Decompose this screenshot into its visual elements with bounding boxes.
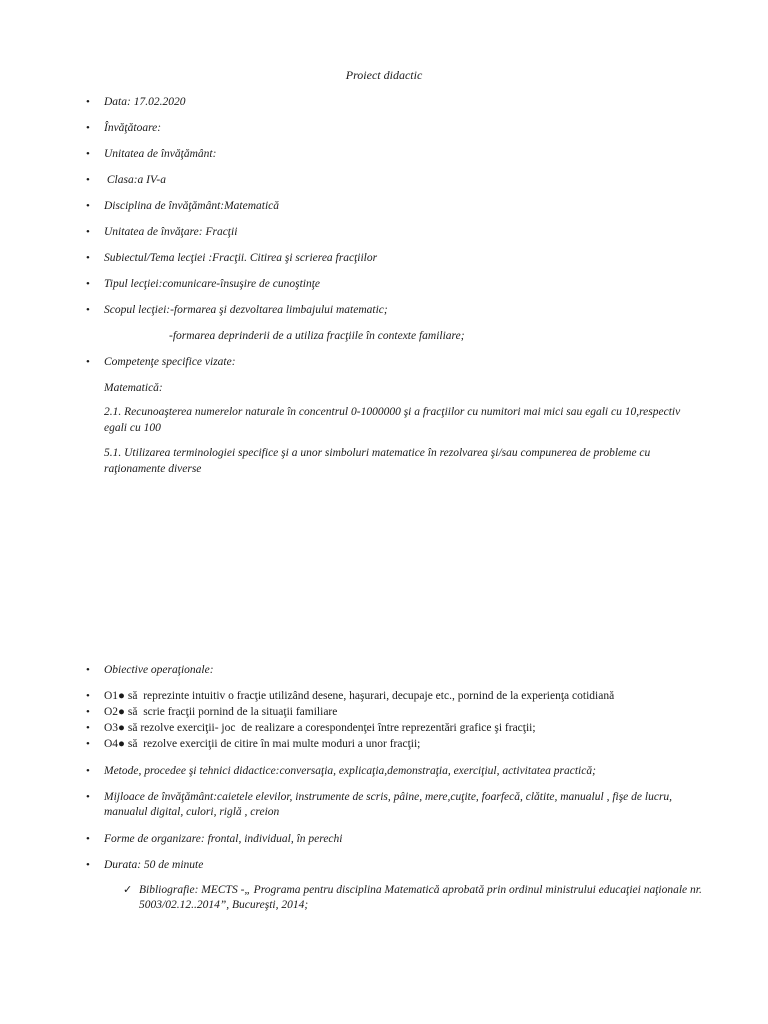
document-title: Proiect didactic — [345, 68, 423, 82]
list-item-materials: Mijloace de învăţământ:caietele elevilor, instrumente de scris, pâine, mere,cuţite, foarfecă, clătite, manualul , fişe de lucru, manualul digital, culori, riglă , creion — [104, 791, 673, 818]
list-item-discipline: Disciplina de învăţământ:Matematică — [104, 200, 280, 212]
bullet-icon: • — [86, 706, 90, 718]
list-item-methods: Metode, procedee şi tehnici didactice:conversaţia, explicaţia,demonstraţia, exerciţiul, activitatea practică; — [104, 765, 596, 777]
bullet-icon: • — [86, 174, 90, 186]
list-item-teacher: Învăţătoare: — [104, 122, 162, 134]
objective-item: O3● să rezolve exerciţii- joc de realizare a corespondenţei între reprezentări grafice şi fracţii; — [104, 722, 536, 734]
competence-item: 2.1. Recunoaşterea numerelor naturale în concentrul 0-1000000 şi a fracţiilor cu numitori mai mici sau egali cu 10,respectiv egali cu 100 — [104, 406, 681, 434]
list-item-class: Clasa:a IV-a — [104, 174, 166, 186]
bullet-icon: • — [86, 791, 90, 803]
bullet-icon: • — [86, 690, 90, 702]
bullet-icon: • — [86, 765, 90, 777]
bullet-icon: • — [86, 722, 90, 734]
list-item-school: Unitatea de învăţământ: — [104, 148, 217, 160]
bullet-icon: • — [86, 859, 90, 871]
objective-item: O2● să scrie fracţii pornind de la situaţii familiare — [104, 706, 338, 718]
bullet-icon: • — [86, 356, 90, 368]
competence-item: 5.1. Utilizarea terminologiei specifice şi a unor simboluri matematice în rezolvarea şi/sau compunerea de probleme cu raţionamente diverse — [104, 447, 651, 475]
objective-item: O1● să reprezinte intuitiv o fracţie utilizând desene, haşurari, decupaje etc., pornind de la experienţa cotidiană — [104, 690, 615, 702]
scope-continuation: -formarea deprinderii de a utiliza fracţiile în contexte familiare; — [169, 330, 465, 342]
list-item-organization: Forme de organizare: frontal, individual, în perechi — [104, 833, 343, 845]
bullet-icon: • — [86, 148, 90, 160]
list-item-learning-unit: Unitatea de învăţare: Fracţii — [104, 226, 238, 238]
bullet-icon: • — [86, 200, 90, 212]
list-item-competences: Competenţe specifice vizate: — [104, 356, 236, 368]
bullet-icon: • — [86, 304, 90, 316]
list-item-scope: Scopul lecţiei:-formarea şi dezvoltarea limbajului matematic; — [104, 304, 388, 316]
list-item-objectives: Obiective operaţionale: — [104, 664, 214, 676]
list-item-duration: Durata: 50 de minute — [104, 859, 204, 871]
bullet-icon: • — [86, 122, 90, 134]
bullet-icon: • — [86, 833, 90, 845]
competences-subject: Matematică: — [104, 382, 163, 394]
list-item-bibliography: Bibliografie: MECTS -„ Programa pentru disciplina Matematică aprobată prin ordinul ministrului educaţiei naţionale nr. 5003/02.12..2014”, Bucureşti, 2014; — [139, 884, 702, 911]
bullet-icon: • — [86, 96, 90, 108]
bullet-icon: • — [86, 278, 90, 290]
list-item-date: Data: 17.02.2020 — [104, 96, 186, 108]
list-item-subject: Subiectul/Tema lecţiei :Fracţii. Citirea şi scrierea fracţiilor — [104, 252, 378, 264]
bullet-icon: • — [86, 226, 90, 238]
bullet-icon: • — [86, 738, 90, 750]
bullet-icon: • — [86, 664, 90, 676]
bullet-icon: • — [86, 252, 90, 264]
list-item-lesson-type: Tipul lecţiei:comunicare-însuşire de cunoştinţe — [104, 278, 321, 290]
objective-item: O4● să rezolve exerciţii de citire în mai multe moduri a unor fracţii; — [104, 738, 421, 750]
checkmark-icon: ✓ — [123, 884, 133, 896]
